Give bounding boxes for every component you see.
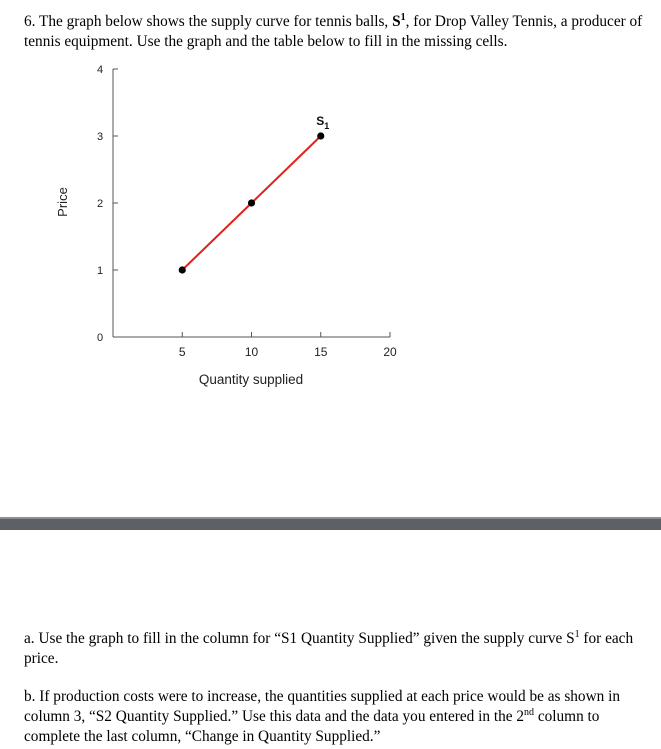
y-tick-label-4: 4 (96, 64, 104, 76)
intro-text-2: , for Drop Valley Tennis, a producer of tennis equipment. Use the graph and the table below to fill in the missing cells. (24, 13, 643, 50)
x-axis-label: Quantity supplied (198, 372, 304, 387)
part-a-text-2: for each price. (24, 630, 634, 667)
question-number: 6. (24, 13, 36, 30)
curve-label: $S_1$ (316, 114, 330, 131)
x-tick-label-20: 20 (383, 345, 397, 359)
y-tick-label-0: 0 (96, 332, 104, 344)
y-tick-label-3: 3 (96, 131, 104, 143)
section-divider (0, 517, 661, 530)
y-ticks (97, 64, 118, 344)
series-layer (179, 114, 330, 274)
part-b-instructions (24, 687, 649, 747)
data-point (179, 266, 186, 273)
part-a-text-1: a. Use the graph to fill in the column for “S1 Quantity Supplied” given the supply curve S (24, 630, 575, 647)
part-a-instructions (24, 629, 649, 669)
intro-text-1: The graph below shows the supply curve for tennis balls, (39, 13, 393, 30)
intro-curve-label: $S^1$ (392, 11, 406, 30)
part-a-sup: 1 (574, 628, 580, 640)
x-tick-label-10: 10 (244, 345, 259, 359)
x-tick-label-5: 5 (178, 345, 186, 359)
part-b-text-2: column to complete the last column, “Change in Quantity Supplied.” (24, 708, 600, 745)
y-tick-label-2: 2 (96, 198, 104, 210)
part-b-sup: nd (524, 706, 535, 718)
y-tick-label-1: 1 (96, 265, 104, 277)
data-point (248, 199, 255, 206)
y-axis-label: Price (55, 187, 70, 217)
x-tick-label-15: 15 (314, 345, 328, 359)
x-ticks (179, 332, 397, 359)
supply-chart (0, 52, 420, 402)
data-point (317, 132, 324, 139)
part-b-text-1: b. If production costs were to increase, the quantities supplied at each price would be as shown in column 3, “S2 Quantity Supplied.” Use this data and the data you entered in the 2 (24, 688, 620, 725)
question-intro (24, 12, 649, 52)
